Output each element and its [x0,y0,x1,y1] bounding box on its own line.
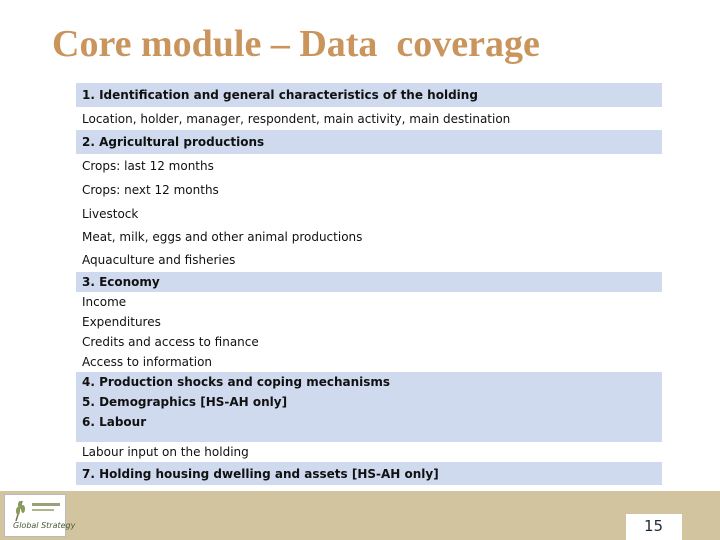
row-text: 1. Identification and general characteristics of the holding [82,88,478,102]
row-text: Credits and access to finance [82,335,259,349]
list-item [76,442,662,462]
row-text: 3. Economy [82,275,160,289]
section-header [76,130,662,154]
section-header [76,412,662,442]
list-item [76,202,662,225]
row-text: 2. Agricultural productions [82,135,265,149]
row-text: Meat, milk, eggs and other animal productions [82,229,363,244]
wheat-logo-icon [6,495,66,523]
list-item [76,332,662,352]
list-item [76,292,662,312]
slide-title: Core module – Data coverage [52,23,540,65]
section-header [76,372,662,392]
section-header [76,83,662,107]
row-text: Access to information [82,355,213,369]
row-text: Income [82,295,127,309]
list-item [76,248,662,272]
list-item [76,178,662,202]
data-coverage-table [76,83,662,485]
section-header [76,272,662,292]
list-item [76,312,662,332]
section-header [76,392,662,412]
row-text: 7. Holding housing dwelling and assets [HS-AH only] [82,466,439,481]
row-text: Expenditures [82,315,161,329]
row-text: 6. Labour [82,415,147,429]
list-item [76,225,662,248]
row-text: Crops: last 12 months [82,159,214,173]
row-text: Aquaculture and fisheries [82,253,236,267]
row-text: Labour input on the holding [82,445,249,459]
list-item [76,107,662,130]
row-text: 4. Production shocks and coping mechanisms [82,375,391,389]
footer-bar [0,491,720,540]
row-text: 5. Demographics [HS-AH only] [82,395,288,409]
row-text: Livestock [82,206,139,221]
list-item [76,154,662,178]
global-strategy-logo [4,494,76,537]
list-item [76,352,662,372]
logo-text: Global Strategy [13,521,76,530]
row-text: Crops: next 12 months [82,183,219,197]
row-text: Location, holder, manager, respondent, main activity, main destination [82,111,511,126]
section-header [76,462,662,485]
page-number: 15 [644,517,664,535]
